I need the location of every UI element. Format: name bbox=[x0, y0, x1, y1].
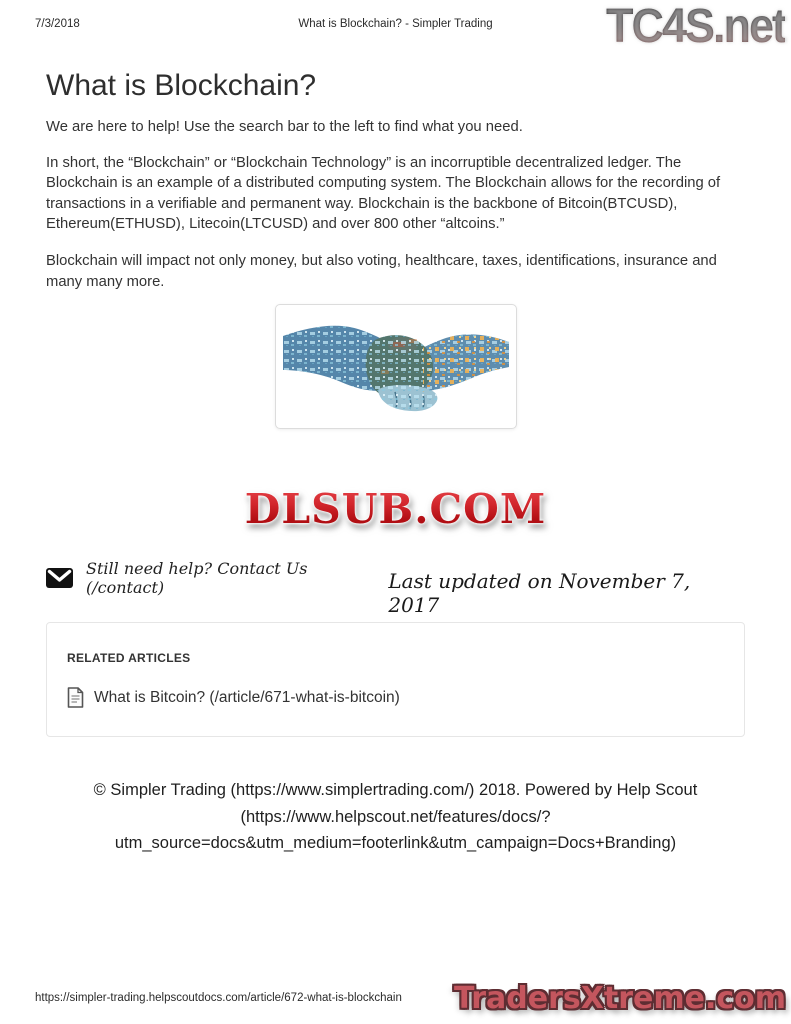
watermark-tc4s: TC4S.net bbox=[605, 0, 785, 53]
page-title: What is Blockchain? bbox=[46, 69, 317, 102]
article-intro: We are here to help! Use the search bar to the left to find what you need. bbox=[46, 119, 523, 135]
watermark-dlsub: DLSUB.COM bbox=[46, 485, 745, 533]
watermark-tradersxtreme: TradersXtreme.com bbox=[454, 981, 786, 1016]
related-articles-box bbox=[46, 622, 745, 737]
contact-row bbox=[46, 559, 745, 617]
article-content bbox=[46, 60, 745, 857]
article-paragraph-2: Blockchain will impact not only money, but also voting, healthcare, taxes, identifications, insurance and many many more. bbox=[46, 252, 717, 290]
related-article-link[interactable] bbox=[67, 687, 724, 708]
contact-label: Still need help? Contact Us (/contact) bbox=[86, 559, 308, 598]
footer-helpscout-link-line1[interactable]: (https://www.helpscout.net/features/docs/? bbox=[240, 807, 551, 826]
document-icon bbox=[67, 687, 84, 708]
print-date: 7/3/2018 bbox=[35, 18, 80, 30]
handshake-illustration bbox=[283, 312, 509, 421]
related-article-label: What is Bitcoin? (/article/671-what-is-bitcoin) bbox=[94, 688, 400, 706]
page-footer bbox=[46, 777, 745, 857]
blockchain-handshake-image bbox=[275, 304, 517, 429]
source-url: https://simpler-trading.helpscoutdocs.com/article/672-what-is-blockchain bbox=[35, 992, 402, 1004]
envelope-icon bbox=[46, 568, 73, 588]
footer-helpscout-link-line2[interactable]: utm_source=docs&utm_medium=footerlink&utm_campaign=Docs+Branding) bbox=[114, 834, 677, 853]
related-articles-heading: RELATED ARTICLES bbox=[67, 651, 191, 666]
article-paragraph-1: In short, the “Blockchain” or “Blockchain Technology” is an incorruptible decentralized ledger. The Blockchain is an example of a distributed computing system. The Blockchain allows for the recording of transactions in a verifiable and permanent way. Blockchain is the backbone of Bitcoin(BTCUSD), Ethereum(ETHUSD), Litecoin(LTCUSD) and over 800 other “altcoins.” bbox=[46, 154, 721, 233]
footer-copyright-link[interactable]: © Simpler Trading (https://www.simplertrading.com/) 2018. Powered by Help Scout bbox=[93, 781, 698, 800]
last-updated: Last updated on November 7, 2017 bbox=[388, 569, 691, 618]
print-title: What is Blockchain? - Simpler Trading bbox=[298, 18, 493, 30]
contact-us-link[interactable] bbox=[46, 559, 388, 597]
